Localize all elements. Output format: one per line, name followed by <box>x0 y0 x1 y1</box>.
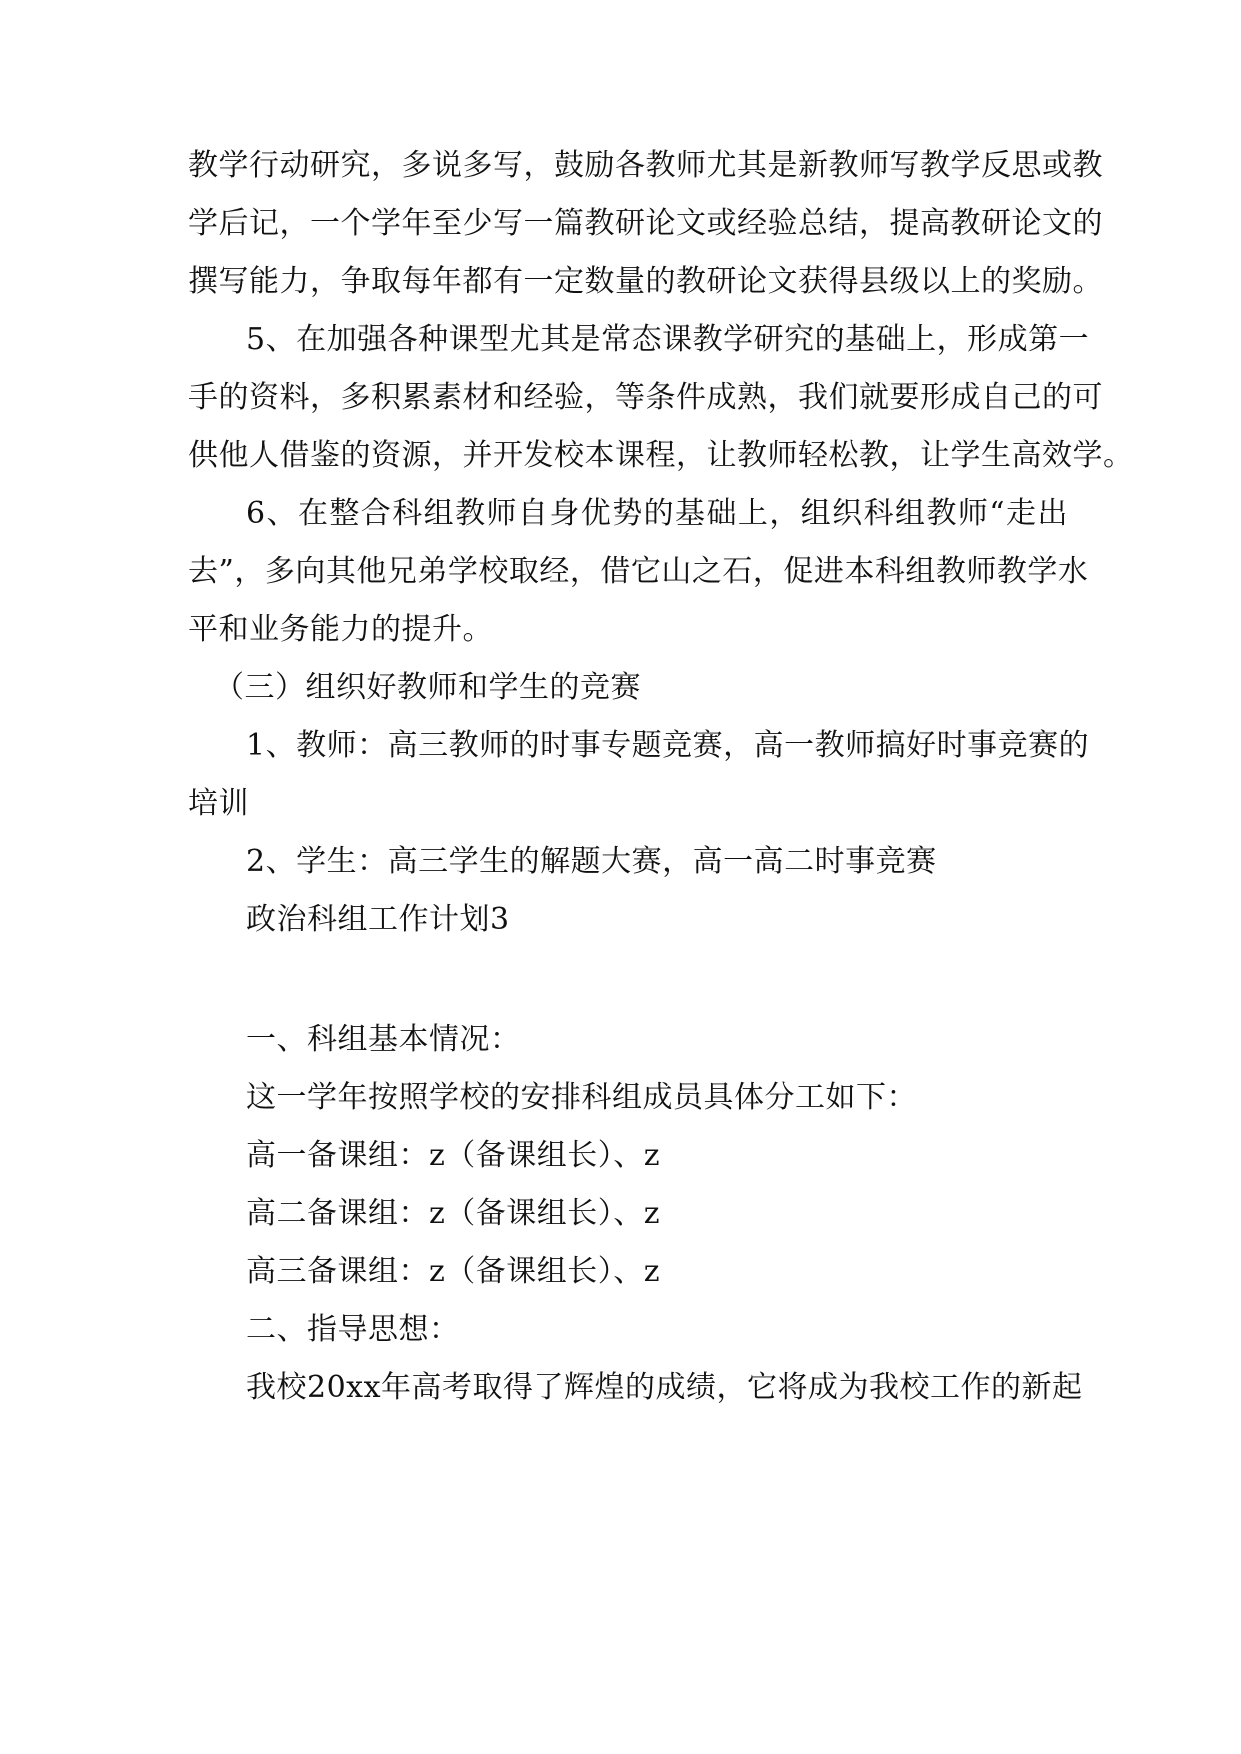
paragraph-line: 供他人借鉴的资源，并开发校本课程，让教师轻松教，让学生高效学。 <box>188 438 1134 473</box>
paragraph-line: 平和业务能力的提升。 <box>188 612 493 647</box>
paragraph-line: 撰写能力，争取每年都有一定数量的教研论文获得县级以上的奖励。 <box>188 264 1103 299</box>
section-heading: （三）组织好教师和学生的竞赛 <box>214 670 641 705</box>
paragraph-line: 学后记，一个学年至少写一篇教研论文或经验总结，提高教研论文的 <box>188 206 1103 241</box>
section-heading: 一、科组基本情况： <box>246 1022 521 1057</box>
paragraph-line: 高二备课组：z（备课组长）、z <box>246 1196 661 1231</box>
paragraph-line: 教学行动研究，多说多写，鼓励各教师尤其是新教师写教学反思或教 <box>188 148 1103 183</box>
paragraph-line: 高一备课组：z（备课组长）、z <box>246 1138 661 1173</box>
paragraph-line: 高三备课组：z（备课组长）、z <box>246 1254 661 1289</box>
paragraph-line: 这一学年按照学校的安排科组成员具体分工如下： <box>246 1080 917 1115</box>
paragraph-line: 手的资料，多积累素材和经验，等条件成熟，我们就要形成自己的可 <box>188 380 1103 415</box>
paragraph-line: 5、在加强各种课型尤其是常态课教学研究的基础上，形成第一 <box>246 322 1090 357</box>
document-title: 政治科组工作计划3 <box>246 902 510 937</box>
paragraph-line: 2、学生：高三学生的解题大赛，高一高二时事竞赛 <box>246 844 937 879</box>
paragraph-line: 1、教师：高三教师的时事专题竞赛，高一教师搞好时事竞赛的 <box>246 728 1090 763</box>
paragraph-line: 去”，多向其他兄弟学校取经，借它山之石，促进本科组教师教学水 <box>188 554 1089 589</box>
paragraph-line: 培训 <box>188 786 249 821</box>
section-heading: 二、指导思想： <box>246 1312 460 1347</box>
paragraph-line: 6、在整合科组教师自身优势的基础上，组织科组教师“走出 <box>246 496 1068 531</box>
paragraph-line: 我校20xx年高考取得了辉煌的成绩，它将成为我校工作的新起 <box>246 1370 1083 1405</box>
